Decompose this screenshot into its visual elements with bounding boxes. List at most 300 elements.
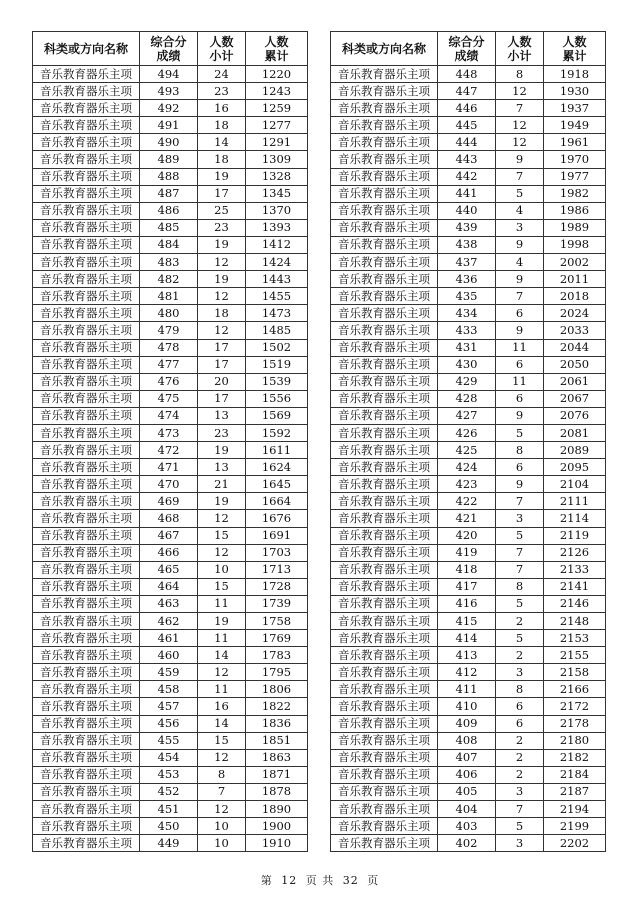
table-row xyxy=(331,698,606,715)
category-cell: 音乐教育器乐主项 xyxy=(33,254,140,271)
cumulative-cell: 1986 xyxy=(544,202,606,219)
table-header-row xyxy=(331,32,606,66)
table-row xyxy=(33,732,308,749)
score-cell: 479 xyxy=(140,322,198,339)
count-cell: 5 xyxy=(496,424,544,441)
score-cell: 416 xyxy=(438,595,496,612)
table-row xyxy=(331,766,606,783)
count-cell: 17 xyxy=(198,185,246,202)
score-cell: 418 xyxy=(438,561,496,578)
score-cell: 425 xyxy=(438,442,496,459)
score-cell: 470 xyxy=(140,476,198,493)
table-row xyxy=(33,168,308,185)
category-cell: 音乐教育器乐主项 xyxy=(33,185,140,202)
table-row xyxy=(33,544,308,561)
table-row xyxy=(33,561,308,578)
cumulative-cell: 1989 xyxy=(544,219,606,236)
count-cell: 11 xyxy=(198,630,246,647)
score-cell: 437 xyxy=(438,254,496,271)
category-cell: 音乐教育器乐主项 xyxy=(331,168,438,185)
category-cell: 音乐教育器乐主项 xyxy=(331,476,438,493)
cumulative-cell: 1393 xyxy=(246,219,308,236)
category-cell: 音乐教育器乐主项 xyxy=(33,766,140,783)
cumulative-cell: 1691 xyxy=(246,527,308,544)
count-cell: 6 xyxy=(496,305,544,322)
count-cell: 9 xyxy=(496,476,544,493)
table-row xyxy=(33,305,308,322)
table-row xyxy=(33,390,308,407)
cumulative-cell: 1851 xyxy=(246,732,308,749)
table-row xyxy=(33,698,308,715)
count-cell: 19 xyxy=(198,442,246,459)
category-cell: 音乐教育器乐主项 xyxy=(33,407,140,424)
category-cell: 音乐教育器乐主项 xyxy=(33,578,140,595)
category-cell: 音乐教育器乐主项 xyxy=(33,202,140,219)
category-cell: 音乐教育器乐主项 xyxy=(33,339,140,356)
footer-prefix: 第 xyxy=(260,874,273,887)
count-cell: 15 xyxy=(198,732,246,749)
header-count: 人数 小计 xyxy=(496,32,544,66)
header-category-name: 科类或方向名称 xyxy=(331,32,438,66)
count-cell: 12 xyxy=(496,134,544,151)
table-row xyxy=(331,476,606,493)
cumulative-cell: 1949 xyxy=(544,117,606,134)
cumulative-cell: 2076 xyxy=(544,407,606,424)
cumulative-cell: 1783 xyxy=(246,647,308,664)
table-row xyxy=(331,595,606,612)
score-cell: 465 xyxy=(140,561,198,578)
table-row xyxy=(331,732,606,749)
count-cell: 10 xyxy=(198,835,246,852)
count-cell: 15 xyxy=(198,578,246,595)
score-cell: 447 xyxy=(438,83,496,100)
score-cell: 490 xyxy=(140,134,198,151)
score-cell: 403 xyxy=(438,818,496,835)
score-cell: 455 xyxy=(140,732,198,749)
table-row xyxy=(331,254,606,271)
table-row xyxy=(331,305,606,322)
table-row xyxy=(331,647,606,664)
score-cell: 411 xyxy=(438,681,496,698)
category-cell: 音乐教育器乐主项 xyxy=(331,254,438,271)
count-cell: 18 xyxy=(198,117,246,134)
category-cell: 音乐教育器乐主项 xyxy=(33,493,140,510)
count-cell: 19 xyxy=(198,168,246,185)
category-cell: 音乐教育器乐主项 xyxy=(331,236,438,253)
cumulative-cell: 2033 xyxy=(544,322,606,339)
score-cell: 480 xyxy=(140,305,198,322)
table-row xyxy=(33,288,308,305)
cumulative-cell: 1328 xyxy=(246,168,308,185)
score-cell: 419 xyxy=(438,544,496,561)
category-cell: 音乐教育器乐主项 xyxy=(33,442,140,459)
category-cell: 音乐教育器乐主项 xyxy=(33,168,140,185)
score-cell: 487 xyxy=(140,185,198,202)
category-cell: 音乐教育器乐主项 xyxy=(33,288,140,305)
header-category-name: 科类或方向名称 xyxy=(33,32,140,66)
score-cell: 484 xyxy=(140,236,198,253)
header-score: 综合分 成绩 xyxy=(438,32,496,66)
category-cell: 音乐教育器乐主项 xyxy=(33,66,140,83)
score-cell: 415 xyxy=(438,613,496,630)
category-cell: 音乐教育器乐主项 xyxy=(331,527,438,544)
cumulative-cell: 2172 xyxy=(544,698,606,715)
category-cell: 音乐教育器乐主项 xyxy=(331,100,438,117)
category-cell: 音乐教育器乐主项 xyxy=(331,288,438,305)
category-cell: 音乐教育器乐主项 xyxy=(33,476,140,493)
table-row xyxy=(331,151,606,168)
category-cell: 音乐教育器乐主项 xyxy=(33,732,140,749)
count-cell: 2 xyxy=(496,613,544,630)
table-row xyxy=(33,151,308,168)
category-cell: 音乐教育器乐主项 xyxy=(331,271,438,288)
footer-total-pages: 32 xyxy=(342,874,359,887)
table-row xyxy=(331,390,606,407)
category-cell: 音乐教育器乐主项 xyxy=(331,305,438,322)
count-cell: 9 xyxy=(496,407,544,424)
table-row xyxy=(33,66,308,83)
score-cell: 469 xyxy=(140,493,198,510)
cumulative-cell: 2182 xyxy=(544,749,606,766)
cumulative-cell: 1277 xyxy=(246,117,308,134)
score-cell: 444 xyxy=(438,134,496,151)
cumulative-cell: 2050 xyxy=(544,356,606,373)
table-row xyxy=(331,288,606,305)
table-row xyxy=(331,83,606,100)
count-cell: 6 xyxy=(496,390,544,407)
score-cell: 471 xyxy=(140,459,198,476)
count-cell: 7 xyxy=(496,544,544,561)
category-cell: 音乐教育器乐主项 xyxy=(331,493,438,510)
table-body-right xyxy=(331,66,606,852)
cumulative-cell: 1728 xyxy=(246,578,308,595)
cumulative-cell: 2002 xyxy=(544,254,606,271)
score-cell: 408 xyxy=(438,732,496,749)
category-cell: 音乐教育器乐主项 xyxy=(33,424,140,441)
table-row xyxy=(331,339,606,356)
count-cell: 12 xyxy=(198,322,246,339)
count-cell: 7 xyxy=(496,100,544,117)
footer-mid: 页 共 xyxy=(305,874,335,887)
score-cell: 431 xyxy=(438,339,496,356)
category-cell: 音乐教育器乐主项 xyxy=(331,390,438,407)
cumulative-cell: 2180 xyxy=(544,732,606,749)
category-cell: 音乐教育器乐主项 xyxy=(33,322,140,339)
score-cell: 474 xyxy=(140,407,198,424)
count-cell: 18 xyxy=(198,151,246,168)
score-cell: 446 xyxy=(438,100,496,117)
score-cell: 463 xyxy=(140,595,198,612)
category-cell: 音乐教育器乐主项 xyxy=(331,544,438,561)
table-row xyxy=(33,442,308,459)
cumulative-cell: 1243 xyxy=(246,83,308,100)
score-cell: 443 xyxy=(438,151,496,168)
score-cell: 481 xyxy=(140,288,198,305)
cumulative-cell: 1998 xyxy=(544,236,606,253)
score-cell: 478 xyxy=(140,339,198,356)
score-cell: 428 xyxy=(438,390,496,407)
count-cell: 11 xyxy=(496,373,544,390)
score-cell: 402 xyxy=(438,835,496,852)
table-row xyxy=(331,100,606,117)
score-cell: 493 xyxy=(140,83,198,100)
cumulative-cell: 2061 xyxy=(544,373,606,390)
count-cell: 2 xyxy=(496,647,544,664)
category-cell: 音乐教育器乐主项 xyxy=(33,151,140,168)
cumulative-cell: 1519 xyxy=(246,356,308,373)
category-cell: 音乐教育器乐主项 xyxy=(331,835,438,852)
count-cell: 6 xyxy=(496,459,544,476)
count-cell: 7 xyxy=(496,493,544,510)
score-cell: 423 xyxy=(438,476,496,493)
table-row xyxy=(331,271,606,288)
category-cell: 音乐教育器乐主项 xyxy=(331,664,438,681)
cumulative-cell: 2199 xyxy=(544,818,606,835)
cumulative-cell: 2187 xyxy=(544,783,606,800)
score-cell: 430 xyxy=(438,356,496,373)
count-cell: 3 xyxy=(496,664,544,681)
count-cell: 4 xyxy=(496,254,544,271)
header-cumulative: 人数 累计 xyxy=(246,32,308,66)
cumulative-cell: 2158 xyxy=(544,664,606,681)
table-row xyxy=(331,219,606,236)
cumulative-cell: 1455 xyxy=(246,288,308,305)
table-row xyxy=(33,527,308,544)
cumulative-cell: 2146 xyxy=(544,595,606,612)
cumulative-cell: 2178 xyxy=(544,715,606,732)
table-row xyxy=(33,715,308,732)
category-cell: 音乐教育器乐主项 xyxy=(33,801,140,818)
cumulative-cell: 1863 xyxy=(246,749,308,766)
count-cell: 7 xyxy=(496,561,544,578)
table-row xyxy=(33,613,308,630)
category-cell: 音乐教育器乐主项 xyxy=(331,595,438,612)
table-row xyxy=(33,117,308,134)
table-row xyxy=(33,630,308,647)
count-cell: 17 xyxy=(198,390,246,407)
table-row xyxy=(33,83,308,100)
count-cell: 19 xyxy=(198,271,246,288)
count-cell: 15 xyxy=(198,527,246,544)
table-row xyxy=(33,271,308,288)
cumulative-cell: 2111 xyxy=(544,493,606,510)
cumulative-cell: 1676 xyxy=(246,510,308,527)
count-cell: 3 xyxy=(496,219,544,236)
count-cell: 8 xyxy=(198,766,246,783)
count-cell: 2 xyxy=(496,732,544,749)
count-cell: 3 xyxy=(496,783,544,800)
category-cell: 音乐教育器乐主项 xyxy=(331,749,438,766)
count-cell: 16 xyxy=(198,698,246,715)
table-row xyxy=(331,715,606,732)
cumulative-cell: 1878 xyxy=(246,783,308,800)
cumulative-cell: 2024 xyxy=(544,305,606,322)
score-cell: 422 xyxy=(438,493,496,510)
category-cell: 音乐教育器乐主项 xyxy=(33,236,140,253)
category-cell: 音乐教育器乐主项 xyxy=(331,783,438,800)
score-cell: 433 xyxy=(438,322,496,339)
score-cell: 412 xyxy=(438,664,496,681)
category-cell: 音乐教育器乐主项 xyxy=(33,664,140,681)
cumulative-cell: 1291 xyxy=(246,134,308,151)
cumulative-cell: 1930 xyxy=(544,83,606,100)
score-cell: 476 xyxy=(140,373,198,390)
cumulative-cell: 1645 xyxy=(246,476,308,493)
cumulative-cell: 2018 xyxy=(544,288,606,305)
table-row xyxy=(331,801,606,818)
score-cell: 441 xyxy=(438,185,496,202)
table-row xyxy=(33,595,308,612)
score-cell: 488 xyxy=(140,168,198,185)
score-cell: 421 xyxy=(438,510,496,527)
table-row xyxy=(331,66,606,83)
category-cell: 音乐教育器乐主项 xyxy=(33,715,140,732)
table-row xyxy=(331,168,606,185)
table-row xyxy=(331,236,606,253)
count-cell: 12 xyxy=(198,749,246,766)
category-cell: 音乐教育器乐主项 xyxy=(33,527,140,544)
count-cell: 10 xyxy=(198,561,246,578)
category-cell: 音乐教育器乐主项 xyxy=(331,219,438,236)
count-cell: 19 xyxy=(198,493,246,510)
score-cell: 407 xyxy=(438,749,496,766)
count-cell: 14 xyxy=(198,647,246,664)
cumulative-cell: 2089 xyxy=(544,442,606,459)
cumulative-cell: 1556 xyxy=(246,390,308,407)
category-cell: 音乐教育器乐主项 xyxy=(33,459,140,476)
score-cell: 462 xyxy=(140,613,198,630)
count-cell: 13 xyxy=(198,407,246,424)
score-cell: 473 xyxy=(140,424,198,441)
header-count: 人数 小计 xyxy=(198,32,246,66)
category-cell: 音乐教育器乐主项 xyxy=(331,442,438,459)
cumulative-cell: 2067 xyxy=(544,390,606,407)
score-cell: 489 xyxy=(140,151,198,168)
score-cell: 426 xyxy=(438,424,496,441)
count-cell: 12 xyxy=(198,801,246,818)
cumulative-cell: 1345 xyxy=(246,185,308,202)
score-cell: 439 xyxy=(438,219,496,236)
score-cell: 485 xyxy=(140,219,198,236)
table-row xyxy=(33,493,308,510)
score-cell: 448 xyxy=(438,66,496,83)
category-cell: 音乐教育器乐主项 xyxy=(331,83,438,100)
table-row xyxy=(33,100,308,117)
count-cell: 23 xyxy=(198,219,246,236)
category-cell: 音乐教育器乐主项 xyxy=(33,305,140,322)
table-row xyxy=(331,613,606,630)
table-row xyxy=(33,766,308,783)
category-cell: 音乐教育器乐主项 xyxy=(33,561,140,578)
count-cell: 12 xyxy=(198,544,246,561)
score-cell: 449 xyxy=(140,835,198,852)
count-cell: 2 xyxy=(496,749,544,766)
count-cell: 21 xyxy=(198,476,246,493)
count-cell: 20 xyxy=(198,373,246,390)
score-cell: 477 xyxy=(140,356,198,373)
count-cell: 5 xyxy=(496,185,544,202)
cumulative-cell: 2202 xyxy=(544,835,606,852)
category-cell: 音乐教育器乐主项 xyxy=(331,322,438,339)
table-row xyxy=(331,117,606,134)
category-cell: 音乐教育器乐主项 xyxy=(33,818,140,835)
cumulative-cell: 1836 xyxy=(246,715,308,732)
table-row xyxy=(33,373,308,390)
count-cell: 7 xyxy=(198,783,246,800)
score-cell: 475 xyxy=(140,390,198,407)
table-row xyxy=(33,459,308,476)
cumulative-cell: 1370 xyxy=(246,202,308,219)
count-cell: 11 xyxy=(198,681,246,698)
cumulative-cell: 1982 xyxy=(544,185,606,202)
score-cell: 410 xyxy=(438,698,496,715)
score-cell: 454 xyxy=(140,749,198,766)
count-cell: 8 xyxy=(496,442,544,459)
score-cell: 458 xyxy=(140,681,198,698)
table-row xyxy=(33,510,308,527)
score-cell: 451 xyxy=(140,801,198,818)
category-cell: 音乐教育器乐主项 xyxy=(331,561,438,578)
cumulative-cell: 1259 xyxy=(246,100,308,117)
category-cell: 音乐教育器乐主项 xyxy=(33,698,140,715)
table-row xyxy=(331,835,606,852)
count-cell: 2 xyxy=(496,766,544,783)
count-cell: 8 xyxy=(496,578,544,595)
score-cell: 417 xyxy=(438,578,496,595)
count-cell: 19 xyxy=(198,613,246,630)
table-row xyxy=(33,339,308,356)
category-cell: 音乐教育器乐主项 xyxy=(331,801,438,818)
count-cell: 3 xyxy=(496,510,544,527)
table-row xyxy=(331,664,606,681)
table-body-left xyxy=(33,66,308,852)
cumulative-cell: 1758 xyxy=(246,613,308,630)
score-cell: 460 xyxy=(140,647,198,664)
score-cell: 486 xyxy=(140,202,198,219)
table-row xyxy=(33,476,308,493)
count-cell: 17 xyxy=(198,339,246,356)
score-cell: 457 xyxy=(140,698,198,715)
count-cell: 12 xyxy=(496,83,544,100)
score-cell: 424 xyxy=(438,459,496,476)
cumulative-cell: 1473 xyxy=(246,305,308,322)
table-row xyxy=(331,356,606,373)
category-cell: 音乐教育器乐主项 xyxy=(331,117,438,134)
category-cell: 音乐教育器乐主项 xyxy=(33,100,140,117)
category-cell: 音乐教育器乐主项 xyxy=(331,373,438,390)
category-cell: 音乐教育器乐主项 xyxy=(331,732,438,749)
footer-page-number: 12 xyxy=(281,874,298,887)
category-cell: 音乐教育器乐主项 xyxy=(33,117,140,134)
score-cell: 404 xyxy=(438,801,496,818)
category-cell: 音乐教育器乐主项 xyxy=(33,647,140,664)
count-cell: 8 xyxy=(496,66,544,83)
cumulative-cell: 2104 xyxy=(544,476,606,493)
category-cell: 音乐教育器乐主项 xyxy=(33,835,140,852)
table-row xyxy=(331,322,606,339)
table-row xyxy=(331,544,606,561)
count-cell: 6 xyxy=(496,698,544,715)
cumulative-cell: 1502 xyxy=(246,339,308,356)
score-cell: 409 xyxy=(438,715,496,732)
category-cell: 音乐教育器乐主项 xyxy=(331,510,438,527)
category-cell: 音乐教育器乐主项 xyxy=(331,134,438,151)
page-footer xyxy=(0,872,640,888)
score-cell: 466 xyxy=(140,544,198,561)
count-cell: 18 xyxy=(198,305,246,322)
score-cell: 413 xyxy=(438,647,496,664)
score-cell: 429 xyxy=(438,373,496,390)
